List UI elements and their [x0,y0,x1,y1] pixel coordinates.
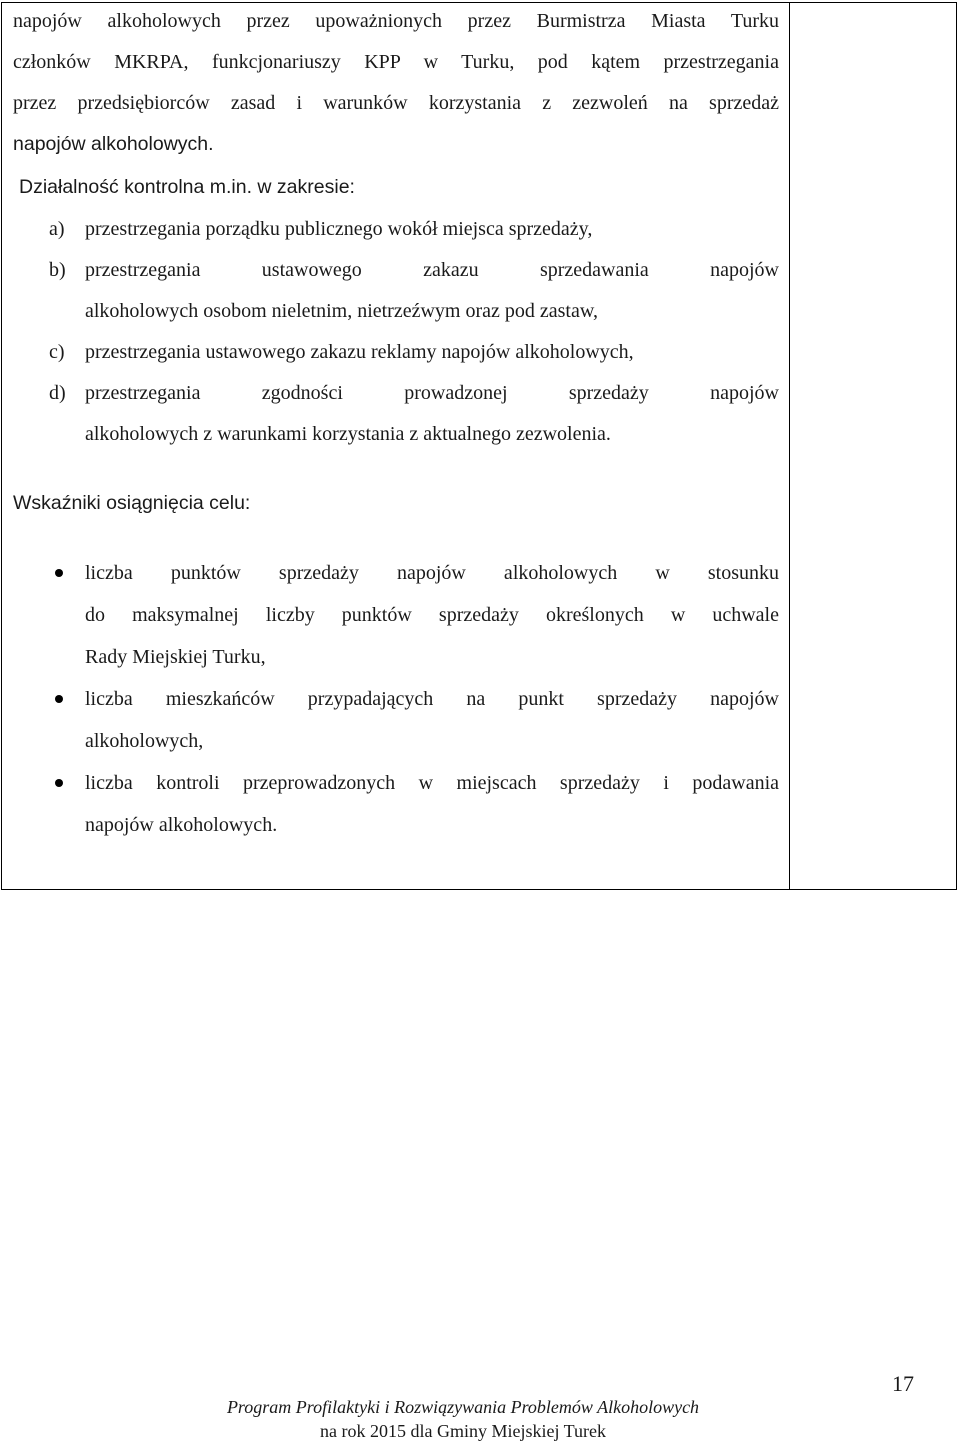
item-label: c) [49,341,65,363]
control-item-text: przestrzegania ustawowego zakazu sprzedawania napojów [85,259,779,281]
item-label: d) [49,382,66,404]
intro-line: przez przedsiębiorców zasad i warunków korzystania z zezwoleń na sprzedaż [13,92,779,114]
indicator-text: Rady Miejskiej Turku, [85,646,266,668]
page-number: 17 [892,1371,914,1396]
indicators-heading: Wskaźniki osiągnięcia celu: [13,492,251,514]
indicator-text: liczba kontroli przeprowadzonych w miejscach sprzedaży i podawania [85,772,779,794]
bullet-icon [55,569,63,577]
indicator-text: liczba mieszkańców przypadających na punkt sprzedaży napojów [85,688,779,710]
bullet-icon [55,695,63,703]
control-item-text: przestrzegania zgodności prowadzonej sprzedaży napojów [85,382,779,404]
intro-line: napojów alkoholowych. [13,133,214,155]
control-heading: Działalność kontrolna m.in. w zakresie: [19,176,355,198]
indicator-text: alkoholowych, [85,730,204,752]
control-item-text: przestrzegania porządku publicznego wokół miejsca sprzedaży, [85,218,593,240]
indicator-text: liczba punktów sprzedaży napojów alkoholowych w stosunku [85,562,779,584]
control-item-text: alkoholowych z warunkami korzystania z aktualnego zezwolenia. [85,423,611,445]
bullet-icon [55,779,63,787]
indicator-text: napojów alkoholowych. [85,814,278,836]
footer-subtitle: na rok 2015 dla Gminy Miejskiej Turek [320,1421,606,1441]
item-label: a) [49,218,65,240]
footer-title: Program Profilaktyki i Rozwiązywania Problemów Alkoholowych [226,1397,700,1417]
control-item-text: alkoholowych osobom nieletnim, nietrzeźwym oraz pod zastaw, [85,300,598,322]
column-divider [789,3,790,889]
item-label: b) [49,259,66,281]
indicator-text: do maksymalnej liczby punktów sprzedaży określonych w uchwale [85,604,779,626]
content-table [1,2,957,890]
control-item-text: przestrzegania ustawowego zakazu reklamy napojów alkoholowych, [85,341,634,363]
intro-line: członków MKRPA, funkcjonariuszy KPP w Turku, pod kątem przestrzegania [13,51,779,73]
intro-line: napojów alkoholowych przez upoważnionych przez Burmistrza Miasta Turku [13,10,779,32]
